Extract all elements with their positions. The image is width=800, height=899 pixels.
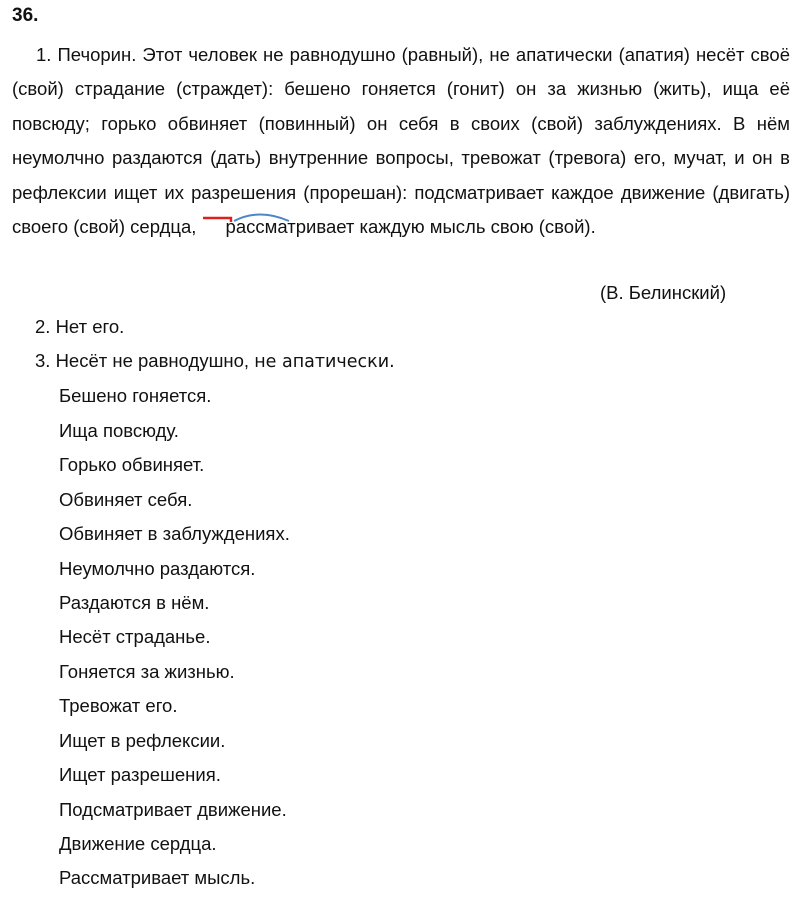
- answer-item-3-suffix: не апатически.: [254, 352, 395, 372]
- exercise-text: [12, 38, 790, 244]
- word-combination: Рассматривает мысль.: [59, 867, 256, 888]
- word-combination: Обвиняет себя.: [59, 489, 193, 510]
- answer-item-3: [35, 348, 395, 375]
- word-combination: Подсматривает движение.: [59, 799, 287, 820]
- word-combination: Раздаются в нём.: [59, 592, 210, 613]
- word-combination: Несёт страданье.: [59, 626, 211, 647]
- exercise-number: 36.: [12, 5, 39, 26]
- word-combination: Бешено гоняется.: [59, 385, 212, 406]
- exercise-text-end: каждую мысль свою (свой).: [354, 216, 596, 238]
- word-combination: Гоняется за жизнью.: [59, 661, 235, 682]
- root-mark: [234, 215, 289, 222]
- exercise-text-main: 1. Печорин. Этот человек не равнодушно (равный), не апатически (апатия) несёт своё (свой) страдание (страждет): бешено гоняется (гонит) он за жизнью (жить), ища её повсюду; горько обвиняет (повинный) он себя в своих (свой) заблуждениях. В нём неумолчно раздаются (дать) внутренние вопросы, тревожат (тревога) его, мучат, и он в рефлексии ищет их разрешения (прорешан): подсматривает каждое движение (двигать) своего (свой) сердца,: [12, 44, 790, 238]
- attribution: (В. Белинский): [600, 282, 727, 303]
- word-combination: Обвиняет в заблуждениях.: [59, 523, 290, 544]
- morpheme-marked-word: [202, 210, 355, 244]
- answer-item-3-prefix: 3. Несёт не равнодушно,: [35, 350, 255, 371]
- word-combination: Ищет разрешения.: [59, 764, 221, 785]
- word-combination: Движение сердца.: [59, 833, 217, 854]
- answer-item-2: 2. Нет его.: [35, 316, 125, 337]
- word-combination: Ищет в рефлексии.: [59, 730, 226, 751]
- word-combination: Неумолчно раздаются.: [59, 558, 256, 579]
- word-combination: Тревожат его.: [59, 695, 178, 716]
- word-combination: Горько обвиняет.: [59, 454, 205, 475]
- word-combination: Ища повсюду.: [59, 420, 179, 441]
- morpheme-marks: [201, 210, 295, 222]
- prefix-mark: [203, 218, 231, 222]
- marked-word-text: рассматривает: [225, 216, 355, 238]
